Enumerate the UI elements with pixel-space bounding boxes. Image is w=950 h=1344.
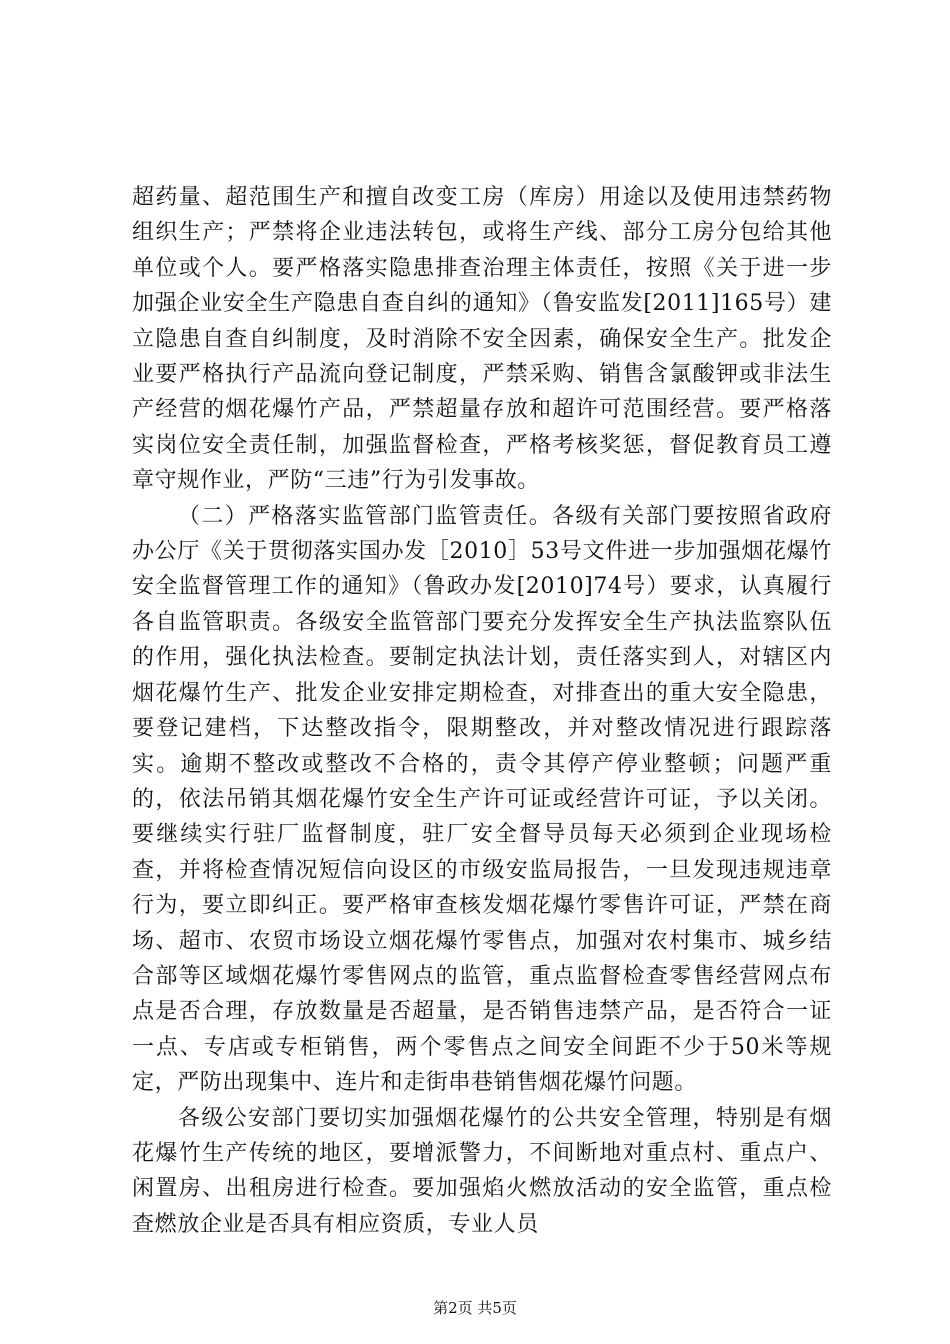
paragraph-continued: 超药量、超范围生产和擅自改变工房（库房）用途以及使用违禁药物组织生产；严禁将企业违法转包，或将生产线、部分工房分包给其他单位或个人。要严格落实隐患排查治理主体责任，按照《关于进一步加强企业安全生产隐患自查自纠的通知》（鲁安监发[2011]165号）建立隐患自查自纠制度，及时消除不安全因素，确保安全生产。批发企业要严格执行产品流向登记制度，严禁采购、销售含氯酸钾或非法生产经营的烟花爆竹产品，严禁超量存放和超许可范围经营。要严格落实岗位安全责任制，加强监督检查，严格考核奖惩，督促教育员工遵章守规作业，严防“三违”行为引发事故。 [132,185,832,494]
document-body [132,180,832,1242]
paragraph-supervision-duty: （二）严格落实监管部门监管责任。各级有关部门要按照省政府办公厅《关于贯彻落实国办发［2010］53号文件进一步加强烟花爆竹安全监督管理工作的通知》（鲁政办发[2010]74号）要求，认真履行各自监管职责。各级安全监管部门要充分发挥安全生产执法监察队伍的作用，强化执法检查。要制定执法计划，责任落实到人，对辖区内烟花爆竹生产、批发企业安排定期检查，对排查出的重大安全隐患，要登记建档，下达整改指令，限期整改，并对整改情况进行跟踪落实。逾期不整改或整改不合格的，责令其停产停业整顿；问题严重的，依法吊销其烟花爆竹安全生产许可证或经营许可证，予以关闭。要继续实行驻厂监督制度，驻厂安全督导员每天必须到企业现场检查，并将检查情况短信向设区的市级安监局报告，一旦发现违规违章行为，要立即纠正。要严格审查核发烟花爆竹零售许可证，严禁在商场、超市、农贸市场设立烟花爆竹零售点，加强对农村集市、城乡结合部等区域烟花爆竹零售网点的监管，重点监督检查零售经营网点布点是否合理，存放数量是否超量，是否销售违禁产品，是否符合一证一点、专店或专柜销售，两个零售点之间安全间距不少于50米等规定，严防出现集中、连片和走街串巷销售烟花爆竹问题。 [132,503,832,1096]
paragraph-public-security: 各级公安部门要切实加强烟花爆竹的公共安全管理，特别是有烟花爆竹生产传统的地区，要增派警力，不间断地对重点村、重点户、闲置房、出租房进行检查。要加强焰火燃放活动的安全监管，重点检查燃放企业是否具有相应资质，专业人员 [132,1105,832,1237]
page-footer: 第2页 共5页 [433,1299,517,1317]
